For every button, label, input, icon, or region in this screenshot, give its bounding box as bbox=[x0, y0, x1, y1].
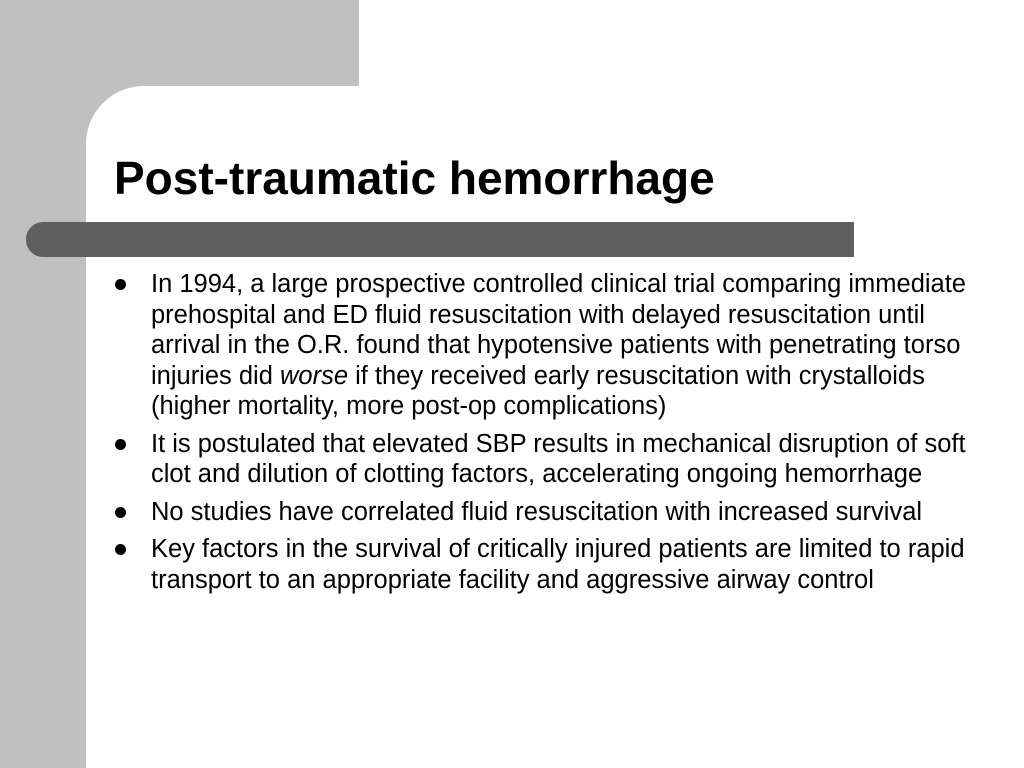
bullet-list bbox=[114, 269, 994, 602]
bullet-text-part: In 1994, a large prospective controlled clinical trial comparing immediate prehospital and ED fluid resuscitation with delayed resuscitation until arrival in the O.R. found that hypotensive patients with penetrating torso injuries did bbox=[151, 270, 966, 390]
bullet-item-trial bbox=[114, 269, 994, 422]
title-underline-bar bbox=[26, 222, 854, 257]
bullet-text: It is postulated that elevated SBP results in mechanical disruption of soft clot and dilution of clotting factors, accelerating ongoing hemorrhage bbox=[151, 429, 966, 488]
bullet-dot-icon bbox=[115, 507, 126, 518]
bullet-dot-icon bbox=[115, 439, 126, 450]
bullet-item-studies bbox=[114, 497, 994, 528]
bullet-text bbox=[151, 270, 966, 420]
bullet-item-sbp bbox=[114, 429, 994, 490]
bullet-text: Key factors in the survival of critically injured patients are limited to rapid transport to an appropriate facility and aggressive airway control bbox=[151, 535, 965, 594]
slide-title: Post-traumatic hemorrhage bbox=[114, 152, 715, 204]
bullet-dot-icon bbox=[115, 544, 126, 555]
bullet-emphasis: worse bbox=[279, 361, 349, 390]
bullet-item-key-factors bbox=[114, 534, 994, 595]
bullet-text: No studies have correlated fluid resuscitation with increased survival bbox=[151, 497, 923, 526]
bullet-dot-icon bbox=[115, 279, 126, 290]
bullet-text-part: if they received early resuscitation with crystalloids (higher mortality, more post-op complications) bbox=[151, 361, 925, 420]
